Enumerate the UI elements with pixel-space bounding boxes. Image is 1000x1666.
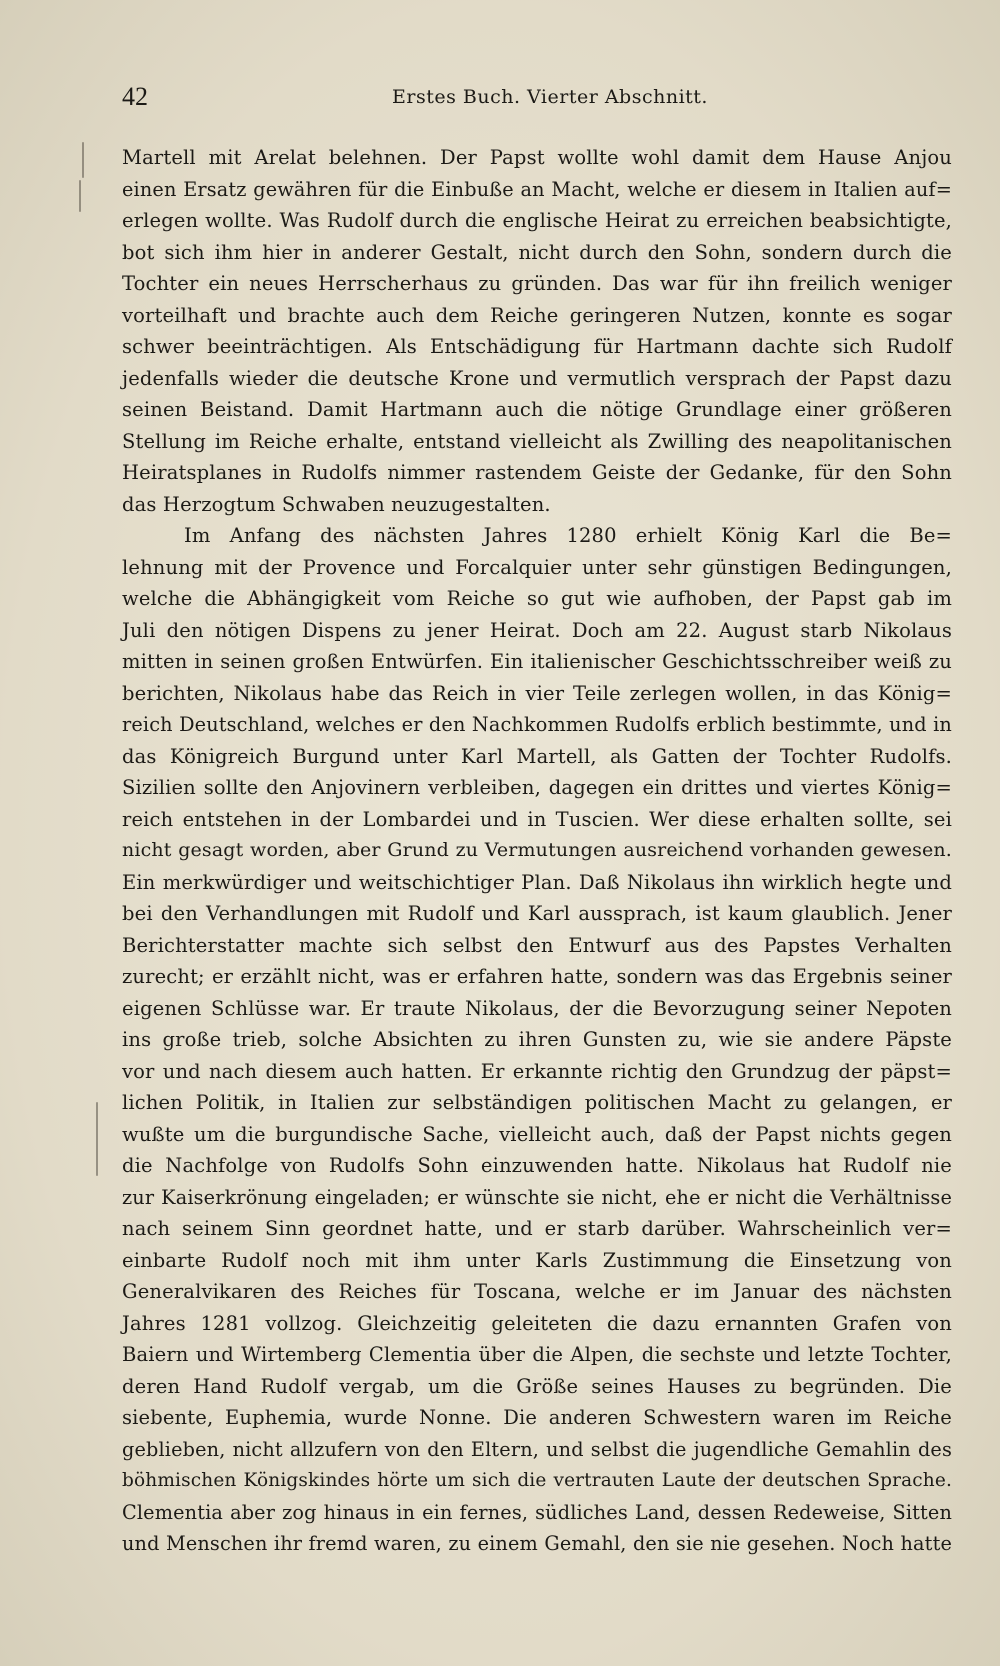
text-line: siebente, Euphemia, wurde Nonne. Die anderen Schwestern waren im Reiche [122,1406,952,1429]
text-line: Baiern und Wirtemberg Clementia über die Alpen, die sechste und letzte Tochter, [122,1343,952,1366]
text-line: das Herzogtum Schwaben neuzugestalten. [122,492,551,516]
text-line: einbarte Rudolf noch mit ihm unter Karls Zustimmung die Einsetzung von [122,1248,952,1272]
text-line: nicht gesagt worden, aber Grund zu Vermutungen ausreichend vorhanden gewesen. [122,839,952,861]
text-line: Generalvikaren des Reiches für Toscana, welche er im Januar des nächsten [122,1280,952,1303]
page-header [122,82,952,122]
text-line: zurecht; er erzählt nicht, was er erfahren hatte, sondern was das Ergebnis seiner [122,965,952,988]
body-text [122,142,952,1560]
page-number: 42 [122,82,148,111]
text-line: Clementia aber zog hinaus in ein fernes, südliches Land, dessen Redeweise, Sitten [122,1500,952,1524]
text-line: reich entstehen in der Lombardei und in Tuscien. Wer diese erhalten sollte, sei [122,807,952,831]
text-line: schwer beeinträchtigen. Als Entschädigung für Hartmann dachte sich Rudolf [122,335,952,358]
margin-pencil-mark [82,142,84,178]
text-line: bot sich ihm hier in anderer Gestalt, nicht durch den Sohn, sondern durch die [122,240,952,264]
text-line: Juli den nötigen Dispens zu jener Heirat. Doch am 22. August starb Nikolaus [122,618,952,642]
text-line: wußte um die burgundische Sache, vielleicht auch, daß der Papst nichts gegen [122,1122,952,1146]
text-line: geblieben, nicht allzufern von den Eltern, und selbst die jugendliche Gemahlin des [122,1437,952,1461]
paragraph-start-line: Im Anfang des nächsten Jahres 1280 erhielt König Karl die Be= [184,524,952,547]
text-line: und Menschen ihr fremd waren, zu einem Gemahl, den sie nie gesehen. Noch hatte [122,1532,952,1555]
text-line: mitten in seinen großen Entwürfen. Ein italienischer Geschichtsschreiber weiß zu [122,650,952,673]
text-line: das Königreich Burgund unter Karl Martell, als Gatten der Tochter Rudolfs. [122,744,952,768]
text-line: zur Kaiserkrönung eingeladen; er wünschte sie nicht, ehe er nicht die Verhältnisse [122,1185,952,1209]
text-line: berichten, Nikolaus habe das Reich in vier Teile zerlegen wollen, in das König= [122,681,952,705]
running-head: Erstes Buch. Vierter Abschnitt. [392,86,708,108]
text-line: Sizilien sollte den Anjovinern verbleiben, dagegen ein drittes und viertes König= [122,776,952,799]
text-line: vor und nach diesem auch hatten. Er erkannte richtig den Grundzug der päpst= [122,1059,952,1083]
margin-pencil-mark [96,1102,98,1176]
text-line: die Nachfolge von Rudolfs Sohn einzuwenden hatte. Nikolaus hat Rudolf nie [122,1154,952,1177]
text-line: Tochter ein neues Herrscherhaus zu gründen. Das war für ihn freilich weniger [122,272,952,295]
text-line: erlegen wollte. Was Rudolf durch die englische Heirat zu erreichen beabsichtigte, [122,209,952,232]
text-line: lichen Politik, in Italien zur selbständigen politischen Macht zu gelangen, er [122,1091,952,1114]
text-line: Jahres 1281 vollzog. Gleichzeitig geleiteten die dazu ernannten Grafen von [122,1311,952,1335]
text-line: nach seinem Sinn geordnet hatte, und er starb darüber. Wahrscheinlich ver= [122,1217,952,1240]
text-line: jedenfalls wieder die deutsche Krone und vermutlich versprach der Papst dazu [122,366,952,390]
text-line: ins große trieb, solche Absichten zu ihren Gunsten zu, wie sie andere Päpste [122,1028,952,1051]
text-line: Ein merkwürdiger und weitschichtiger Plan. Daß Nikolaus ihn wirklich hegte und [122,870,952,894]
text-line: bei den Verhandlungen mit Rudolf und Karl aussprach, ist kaum glaublich. Jener [122,902,952,925]
text-line: einen Ersatz gewähren für die Einbuße an Macht, welche er diesem in Italien auf= [122,177,952,201]
margin-pencil-mark [79,180,81,212]
text-line: seinen Beistand. Damit Hartmann auch die nötige Grundlage einer größeren [122,398,952,421]
text-line: reich Deutschland, welches er den Nachkommen Rudolfs erblich bestimmte, und in [122,713,952,736]
text-line: welche die Abhängigkeit vom Reiche so gut wie aufhoben, der Papst gab im [122,587,952,610]
text-line: Berichterstatter machte sich selbst den Entwurf aus des Papstes Verhalten [122,933,952,957]
text-line: vorteilhaft und brachte auch dem Reiche geringeren Nutzen, konnte es sogar [122,303,952,327]
text-line: deren Hand Rudolf vergab, um die Größe seines Hauses zu begründen. Die [122,1374,952,1398]
text-line: lehnung mit der Provence und Forcalquier unter sehr günstigen Bedingungen, [122,555,952,579]
text-line: Heiratsplanes in Rudolfs nimmer rastendem Geiste der Gedanke, für den Sohn [122,461,952,484]
text-line: böhmischen Königskindes hörte um sich die vertrauten Laute der deutschen Sprache. [122,1470,952,1491]
text-line: Martell mit Arelat belehnen. Der Papst wollte wohl damit dem Hause Anjou [122,146,952,169]
text-line: Stellung im Reiche erhalte, entstand vielleicht als Zwilling des neapolitanischen [122,429,952,453]
text-line: eigenen Schlüsse war. Er traute Nikolaus, der die Bevorzugung seiner Nepoten [122,996,952,1020]
